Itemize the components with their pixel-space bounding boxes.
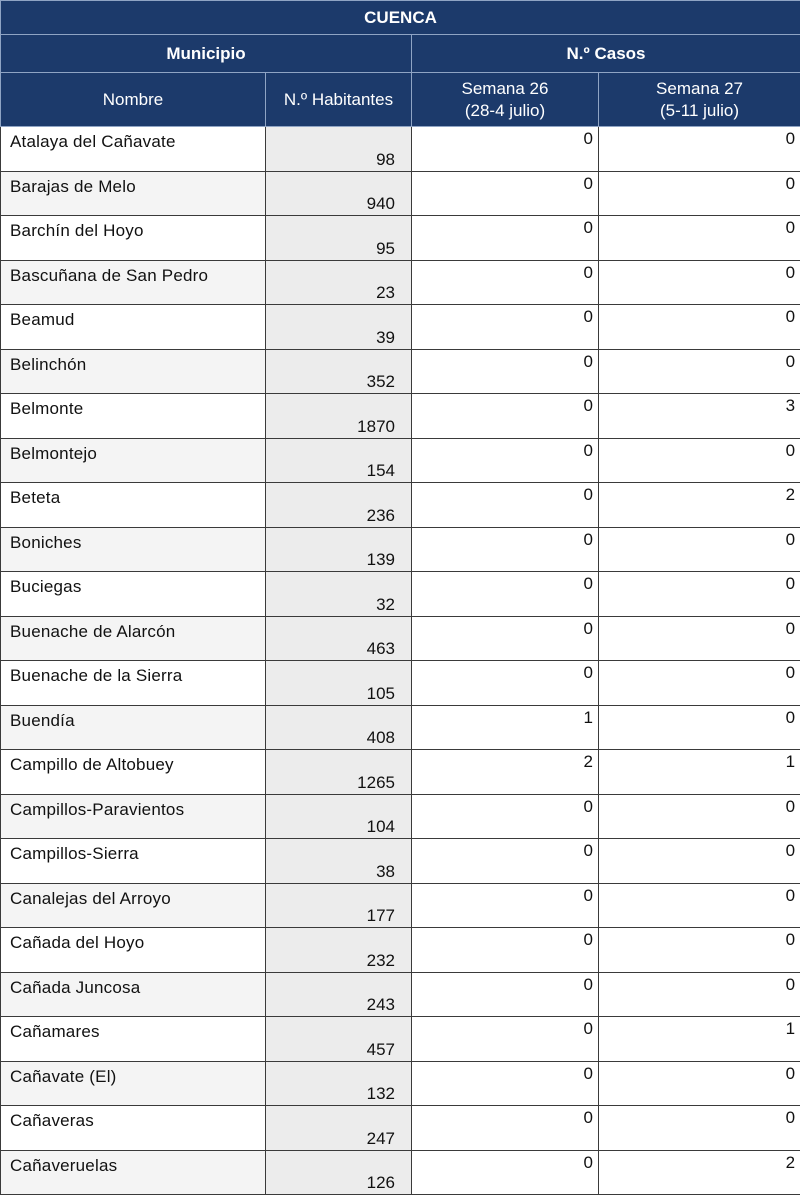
semana26-cases-cell: 0 xyxy=(412,839,599,884)
table-row xyxy=(1,1061,800,1106)
habitantes-cell: 243 xyxy=(266,972,412,1017)
municipio-group-header: Municipio xyxy=(1,35,412,73)
semana27-cases-cell: 0 xyxy=(599,216,800,261)
semana27-cases-cell: 0 xyxy=(599,1061,800,1106)
habitantes-cell: 154 xyxy=(266,438,412,483)
table-body xyxy=(1,127,800,1195)
semana26-cases-cell: 0 xyxy=(412,661,599,706)
municipio-name-cell: Canalejas del Arroyo xyxy=(1,883,266,928)
habitantes-cell: 105 xyxy=(266,661,412,706)
habitantes-cell: 463 xyxy=(266,616,412,661)
semana27-cases-cell: 0 xyxy=(599,883,800,928)
table-row xyxy=(1,305,800,350)
table-row xyxy=(1,260,800,305)
habitantes-cell: 126 xyxy=(266,1150,412,1195)
municipio-name-cell: Cañamares xyxy=(1,1017,266,1062)
semana26-cases-cell: 0 xyxy=(412,616,599,661)
table-row xyxy=(1,483,800,528)
municipio-name-cell: Atalaya del Cañavate xyxy=(1,127,266,172)
table-row xyxy=(1,794,800,839)
habitantes-cell: 139 xyxy=(266,527,412,572)
habitantes-column-header: N.º Habitantes xyxy=(266,73,412,127)
municipio-name-cell: Cañaveras xyxy=(1,1106,266,1151)
table-row xyxy=(1,972,800,1017)
semana26-label: Semana 26 xyxy=(412,78,598,100)
table-row xyxy=(1,1106,800,1151)
semana26-cases-cell: 0 xyxy=(412,928,599,973)
municipio-name-cell: Cañavate (El) xyxy=(1,1061,266,1106)
semana27-cases-cell: 0 xyxy=(599,705,800,750)
habitantes-cell: 39 xyxy=(266,305,412,350)
semana27-cases-cell: 0 xyxy=(599,839,800,884)
semana26-cases-cell: 0 xyxy=(412,349,599,394)
semana27-cases-cell: 0 xyxy=(599,438,800,483)
semana26-cases-cell: 0 xyxy=(412,527,599,572)
semana26-cases-cell: 0 xyxy=(412,216,599,261)
municipio-name-cell: Belmontejo xyxy=(1,438,266,483)
table-row xyxy=(1,750,800,795)
semana27-cases-cell: 1 xyxy=(599,1017,800,1062)
table-row xyxy=(1,1150,800,1195)
habitantes-cell: 32 xyxy=(266,572,412,617)
table-row xyxy=(1,572,800,617)
habitantes-cell: 352 xyxy=(266,349,412,394)
habitantes-cell: 38 xyxy=(266,839,412,884)
semana27-cases-cell: 0 xyxy=(599,527,800,572)
municipio-name-cell: Cañada del Hoyo xyxy=(1,928,266,973)
semana27-cases-cell: 0 xyxy=(599,572,800,617)
semana26-cases-cell: 0 xyxy=(412,260,599,305)
habitantes-cell: 232 xyxy=(266,928,412,973)
habitantes-cell: 95 xyxy=(266,216,412,261)
municipio-name-cell: Campillo de Altobuey xyxy=(1,750,266,795)
table-row xyxy=(1,616,800,661)
municipio-name-cell: Barajas de Melo xyxy=(1,171,266,216)
semana26-cases-cell: 1 xyxy=(412,705,599,750)
semana26-cases-cell: 0 xyxy=(412,305,599,350)
habitantes-cell: 104 xyxy=(266,794,412,839)
semana26-cases-cell: 2 xyxy=(412,750,599,795)
semana26-cases-cell: 0 xyxy=(412,171,599,216)
table-row xyxy=(1,394,800,439)
semana26-cases-cell: 0 xyxy=(412,394,599,439)
municipio-name-cell: Cañada Juncosa xyxy=(1,972,266,1017)
semana27-cases-cell: 2 xyxy=(599,483,800,528)
semana27-cases-cell: 0 xyxy=(599,349,800,394)
habitantes-cell: 247 xyxy=(266,1106,412,1151)
municipio-name-cell: Beamud xyxy=(1,305,266,350)
semana26-cases-cell: 0 xyxy=(412,483,599,528)
table-row xyxy=(1,171,800,216)
semana27-cases-cell: 0 xyxy=(599,661,800,706)
semana27-cases-cell: 0 xyxy=(599,127,800,172)
table-row xyxy=(1,349,800,394)
table-row xyxy=(1,216,800,261)
municipio-name-cell: Barchín del Hoyo xyxy=(1,216,266,261)
semana27-cases-cell: 1 xyxy=(599,750,800,795)
semana27-cases-cell: 0 xyxy=(599,972,800,1017)
municipio-name-cell: Belinchón xyxy=(1,349,266,394)
table-row xyxy=(1,527,800,572)
habitantes-cell: 1870 xyxy=(266,394,412,439)
municipio-name-cell: Buenache de la Sierra xyxy=(1,661,266,706)
semana27-cases-cell: 2 xyxy=(599,1150,800,1195)
habitantes-cell: 177 xyxy=(266,883,412,928)
semana26-cases-cell: 0 xyxy=(412,127,599,172)
habitantes-cell: 457 xyxy=(266,1017,412,1062)
habitantes-cell: 23 xyxy=(266,260,412,305)
municipio-name-cell: Campillos-Paravientos xyxy=(1,794,266,839)
habitantes-cell: 236 xyxy=(266,483,412,528)
semana26-cases-cell: 0 xyxy=(412,1150,599,1195)
semana26-cases-cell: 0 xyxy=(412,438,599,483)
habitantes-cell: 1265 xyxy=(266,750,412,795)
semana26-dates: (28-4 julio) xyxy=(412,100,598,122)
semana27-cases-cell: 0 xyxy=(599,171,800,216)
semana26-cases-cell: 0 xyxy=(412,1017,599,1062)
semana26-cases-cell: 0 xyxy=(412,1106,599,1151)
table-row xyxy=(1,127,800,172)
semana26-cases-cell: 0 xyxy=(412,972,599,1017)
semana27-cases-cell: 0 xyxy=(599,616,800,661)
province-title: CUENCA xyxy=(1,1,800,35)
municipio-name-cell: Buenache de Alarcón xyxy=(1,616,266,661)
habitantes-cell: 940 xyxy=(266,171,412,216)
table-row xyxy=(1,928,800,973)
municipio-name-cell: Campillos-Sierra xyxy=(1,839,266,884)
semana27-cases-cell: 3 xyxy=(599,394,800,439)
habitantes-cell: 98 xyxy=(266,127,412,172)
semana27-cases-cell: 0 xyxy=(599,1106,800,1151)
semana26-cases-cell: 0 xyxy=(412,572,599,617)
municipio-name-cell: Cañaveruelas xyxy=(1,1150,266,1195)
municipio-name-cell: Boniches xyxy=(1,527,266,572)
habitantes-cell: 408 xyxy=(266,705,412,750)
table-row xyxy=(1,883,800,928)
municipio-name-cell: Buendía xyxy=(1,705,266,750)
table-row xyxy=(1,661,800,706)
semana27-dates: (5-11 julio) xyxy=(599,100,800,122)
semana27-label: Semana 27 xyxy=(599,78,800,100)
municipio-name-cell: Belmonte xyxy=(1,394,266,439)
municipio-name-cell: Beteta xyxy=(1,483,266,528)
table-row xyxy=(1,1017,800,1062)
semana27-cases-cell: 0 xyxy=(599,928,800,973)
habitantes-cell: 132 xyxy=(266,1061,412,1106)
casos-group-header: N.º Casos xyxy=(412,35,800,73)
semana27-column-header xyxy=(599,73,800,127)
municipio-name-cell: Bascuñana de San Pedro xyxy=(1,260,266,305)
nombre-column-header: Nombre xyxy=(1,73,266,127)
semana27-cases-cell: 0 xyxy=(599,260,800,305)
table-row xyxy=(1,438,800,483)
semana26-cases-cell: 0 xyxy=(412,1061,599,1106)
table-row xyxy=(1,839,800,884)
table-row xyxy=(1,705,800,750)
semana26-column-header xyxy=(412,73,599,127)
semana27-cases-cell: 0 xyxy=(599,305,800,350)
semana26-cases-cell: 0 xyxy=(412,794,599,839)
semana26-cases-cell: 0 xyxy=(412,883,599,928)
municipio-name-cell: Buciegas xyxy=(1,572,266,617)
semana27-cases-cell: 0 xyxy=(599,794,800,839)
